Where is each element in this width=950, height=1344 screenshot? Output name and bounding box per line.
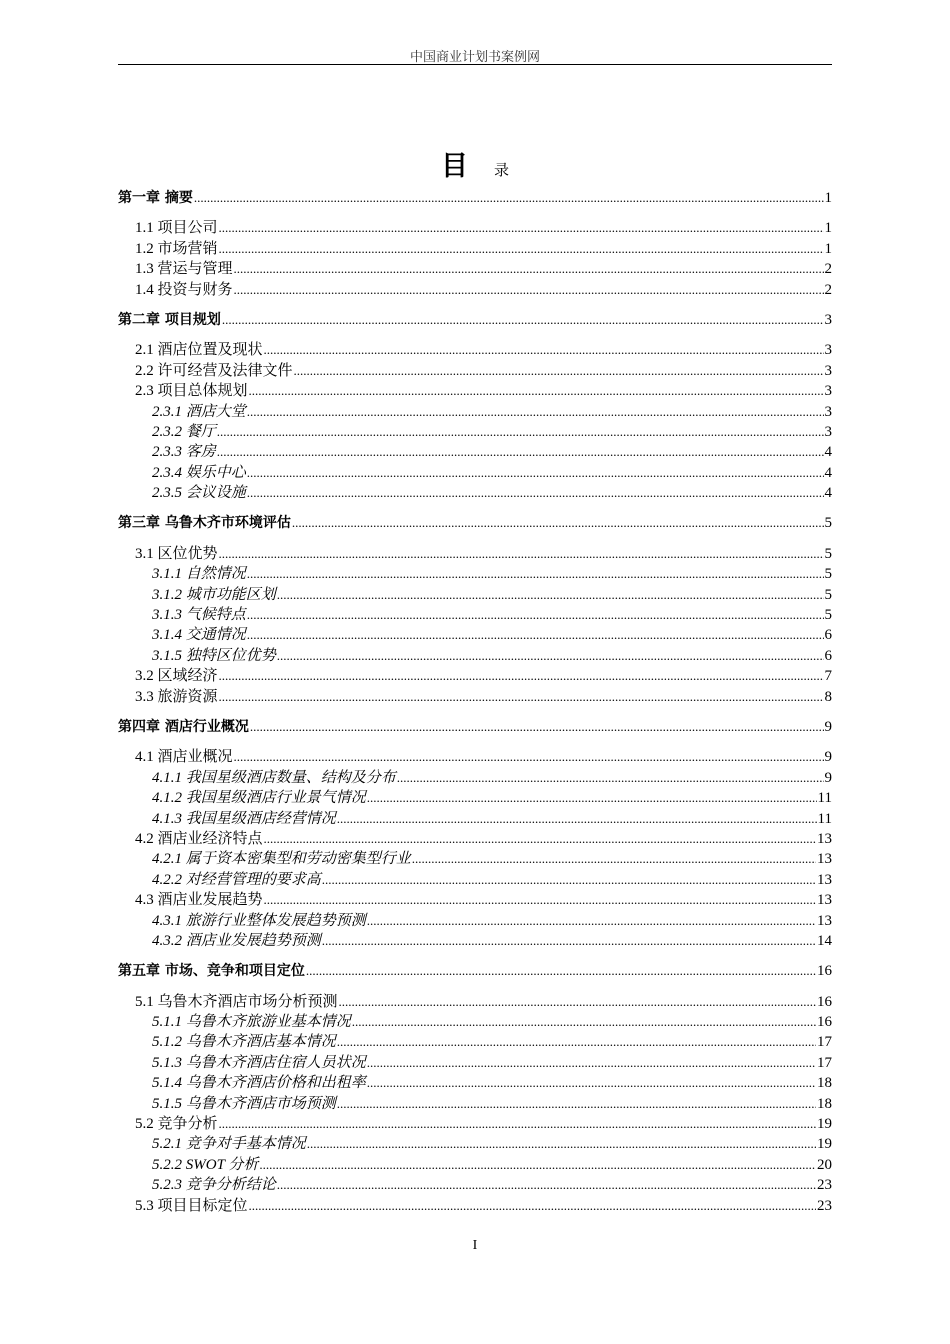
toc-entry-page: 14 — [817, 932, 832, 949]
toc-entry[interactable] — [118, 1094, 832, 1114]
header-rule — [118, 64, 832, 65]
toc-entry-page: 1 — [824, 220, 832, 237]
toc-entry-page: 23 — [817, 1177, 832, 1194]
toc-entry-label: 4.1.1 我国星级酒店数量、结构及分布 — [152, 769, 396, 786]
toc-entry[interactable] — [118, 829, 832, 849]
toc-entry[interactable] — [118, 259, 832, 279]
toc-chapter-entry[interactable] — [118, 961, 832, 981]
dot-leader — [264, 829, 816, 849]
dot-leader — [294, 361, 824, 381]
toc-entry-label: 4.2.2 对经营管理的要求高 — [152, 871, 321, 888]
toc-entry-page: 13 — [817, 830, 832, 847]
dot-leader — [217, 442, 824, 462]
toc-entry-page: 2 — [824, 281, 832, 298]
table-of-contents — [118, 188, 832, 1216]
dot-leader — [219, 239, 824, 259]
dot-leader — [367, 788, 817, 808]
toc-entry-label: 5.1.3 乌鲁木齐酒店住宿人员状况 — [152, 1054, 366, 1071]
dot-leader — [292, 513, 824, 533]
toc-entry-label: 2.3.4 娱乐中心 — [152, 464, 246, 481]
toc-entry-page: 17 — [817, 1054, 832, 1071]
dot-leader — [259, 1155, 816, 1175]
toc-entry[interactable] — [118, 1073, 832, 1093]
toc-chapter-entry[interactable] — [118, 310, 832, 330]
toc-entry[interactable] — [118, 625, 832, 645]
toc-entry-label: 5.2.3 竞争分析结论 — [152, 1177, 276, 1194]
toc-entry-label: 3.1.5 独特区位优势 — [152, 647, 276, 664]
dot-leader — [217, 422, 824, 442]
toc-entry-page: 16 — [817, 963, 832, 980]
toc-entry-page: 3 — [824, 423, 832, 440]
toc-entry[interactable] — [118, 1053, 832, 1073]
toc-entry[interactable] — [118, 422, 832, 442]
toc-entry[interactable] — [118, 463, 832, 483]
toc-entry-page: 3 — [824, 362, 832, 379]
dot-leader — [194, 188, 824, 208]
toc-entry-label: 4.2.1 属于资本密集型和劳动密集型行业 — [152, 851, 411, 868]
dot-leader — [219, 687, 824, 707]
toc-entry-page: 7 — [824, 668, 832, 685]
toc-entry-label: 4.1 酒店业概况 — [135, 749, 233, 766]
toc-entry-page: 9 — [824, 718, 832, 735]
dot-leader — [277, 585, 824, 605]
toc-entry[interactable] — [118, 585, 832, 605]
toc-entry-label: 4.3 酒店业发展趋势 — [135, 892, 263, 909]
toc-entry[interactable] — [118, 911, 832, 931]
toc-entry-label: 5.1.1 乌鲁木齐旅游业基本情况 — [152, 1014, 351, 1031]
dot-leader — [247, 625, 824, 645]
dot-leader — [219, 666, 824, 686]
toc-entry-label: 5.1.2 乌鲁木齐酒店基本情况 — [152, 1034, 336, 1051]
toc-entry-label: 5.1.5 乌鲁木齐酒店市场预测 — [152, 1095, 336, 1112]
toc-entry-page: 13 — [817, 871, 832, 888]
toc-entry-page: 5 — [824, 566, 832, 583]
toc-entry-page: 1 — [824, 190, 832, 206]
toc-entry-label: 5.2.2 SWOT 分析 — [152, 1156, 259, 1173]
toc-entry-page: 18 — [817, 1095, 832, 1112]
toc-entry[interactable] — [118, 218, 832, 238]
toc-entry[interactable] — [118, 1175, 832, 1195]
toc-entry-label: 2.3.1 酒店大堂 — [152, 403, 246, 420]
page-header: 中国商业计划书案例网 — [409, 49, 540, 64]
toc-entry[interactable] — [118, 442, 832, 462]
toc-entry[interactable] — [118, 931, 832, 951]
toc-entry[interactable] — [118, 788, 832, 808]
dot-leader — [219, 544, 824, 564]
dot-leader — [247, 402, 824, 422]
toc-entry-label: 5.2.1 竞争对手基本情况 — [152, 1136, 306, 1153]
toc-entry-page: 9 — [824, 769, 832, 786]
toc-entry[interactable] — [118, 1134, 832, 1154]
toc-entry-page: 5 — [824, 515, 832, 532]
toc-entry[interactable] — [118, 1114, 832, 1134]
toc-entry[interactable] — [118, 768, 832, 788]
dot-leader — [306, 961, 816, 981]
toc-entry-page: 2 — [824, 261, 832, 278]
toc-entry-label: 3.1.1 自然情况 — [152, 566, 246, 583]
toc-entry-page: 13 — [817, 912, 832, 929]
toc-entry-label: 2.3.3 客房 — [152, 444, 216, 461]
toc-entry-label: 3.1.4 交通情况 — [152, 627, 246, 644]
toc-entry-page: 18 — [817, 1075, 832, 1092]
toc-entry[interactable] — [118, 646, 832, 666]
toc-entry[interactable] — [118, 402, 832, 422]
page-number-footer: I — [472, 1238, 478, 1253]
toc-entry-page: 23 — [817, 1197, 832, 1214]
toc-chapter-entry[interactable] — [118, 513, 832, 533]
toc-title-main: 目 — [440, 151, 468, 182]
dot-leader — [337, 1094, 816, 1114]
dot-leader — [249, 1196, 816, 1216]
toc-entry[interactable] — [118, 483, 832, 503]
toc-entry-page: 11 — [817, 810, 832, 827]
toc-entry-page: 5 — [824, 586, 832, 603]
toc-entry[interactable] — [118, 239, 832, 259]
toc-entry-label: 第四章 酒店行业概况 — [118, 718, 249, 735]
dot-leader — [322, 931, 816, 951]
toc-entry-label: 4.1.2 我国星级酒店行业景气情况 — [152, 790, 366, 807]
toc-entry[interactable] — [118, 564, 832, 584]
dot-leader — [234, 280, 824, 300]
toc-entry-label: 4.2 酒店业经济特点 — [135, 830, 263, 847]
toc-entry-page: 3 — [824, 311, 832, 328]
toc-entry-label: 2.3 项目总体规划 — [135, 383, 248, 400]
toc-entry-label: 5.3 项目目标定位 — [135, 1197, 248, 1214]
toc-entry-label: 1.1 项目公司 — [135, 220, 218, 237]
dot-leader — [247, 483, 824, 503]
toc-entry-label: 5.2 竞争分析 — [135, 1116, 218, 1133]
toc-entry-label: 第二章 项目规划 — [118, 311, 221, 328]
toc-entry-page: 8 — [824, 688, 832, 705]
toc-entry[interactable] — [118, 1032, 832, 1052]
toc-entry[interactable] — [118, 1155, 832, 1175]
toc-entry-page: 13 — [817, 851, 832, 868]
toc-entry[interactable] — [118, 381, 832, 401]
toc-entry-page: 16 — [817, 993, 832, 1010]
toc-entry[interactable] — [118, 605, 832, 625]
toc-entry-label: 3.1.3 气候特点 — [152, 607, 246, 624]
toc-entry-page: 19 — [817, 1136, 832, 1153]
toc-chapter-entry[interactable] — [118, 717, 832, 737]
toc-entry-page: 4 — [824, 485, 832, 502]
toc-entry[interactable] — [118, 687, 832, 707]
toc-entry-label: 3.1 区位优势 — [135, 545, 218, 562]
dot-leader — [352, 1012, 816, 1032]
toc-entry-label: 1.3 营运与管理 — [135, 261, 233, 278]
dot-leader — [277, 646, 824, 666]
toc-entry-label: 1.2 市场营销 — [135, 240, 218, 257]
toc-entry-label: 2.3.2 餐厅 — [152, 423, 216, 440]
toc-entry-label: 5.1 乌鲁木齐酒店市场分析预测 — [135, 993, 338, 1010]
toc-entry-page: 11 — [817, 790, 832, 807]
dot-leader — [222, 310, 824, 330]
dot-leader — [337, 809, 817, 829]
dot-leader — [307, 1134, 816, 1154]
dot-leader — [367, 911, 816, 931]
toc-entry-page: 6 — [824, 647, 832, 664]
dot-leader — [367, 1073, 816, 1093]
toc-entry-label: 2.3.5 会议设施 — [152, 485, 246, 502]
toc-entry-page: 3 — [824, 383, 832, 400]
toc-entry[interactable] — [118, 1196, 832, 1216]
toc-entry-page: 13 — [817, 892, 832, 909]
dot-leader — [250, 717, 824, 737]
toc-entry[interactable] — [118, 747, 832, 767]
toc-entry-page: 6 — [824, 627, 832, 644]
toc-entry-label: 5.1.4 乌鲁木齐酒店价格和出租率 — [152, 1075, 366, 1092]
toc-entry-label: 第三章 乌鲁木齐市环境评估 — [118, 515, 291, 532]
dot-leader — [247, 564, 824, 584]
toc-chapter-entry[interactable] — [118, 188, 832, 208]
toc-entry[interactable] — [118, 992, 832, 1012]
toc-entry-label: 2.1 酒店位置及现状 — [135, 342, 263, 359]
toc-entry-page: 3 — [824, 342, 832, 359]
toc-entry-label: 4.1.3 我国星级酒店经营情况 — [152, 810, 336, 827]
dot-leader — [339, 992, 816, 1012]
toc-entry-page: 1 — [824, 240, 832, 257]
toc-entry-page: 3 — [824, 403, 832, 420]
toc-title-second: 录 — [493, 163, 509, 179]
dot-leader — [337, 1032, 816, 1052]
toc-entry-page: 16 — [817, 1014, 832, 1031]
toc-entry-page: 17 — [817, 1034, 832, 1051]
toc-entry-label: 2.2 许可经营及法律文件 — [135, 362, 293, 379]
dot-leader — [247, 463, 824, 483]
toc-entry-label: 4.3.2 酒店业发展趋势预测 — [152, 932, 321, 949]
toc-entry[interactable] — [118, 361, 832, 381]
toc-entry-page: 5 — [824, 607, 832, 624]
toc-entry[interactable] — [118, 340, 832, 360]
toc-entry[interactable] — [118, 809, 832, 829]
toc-title — [0, 144, 950, 183]
dot-leader — [322, 870, 816, 890]
dot-leader — [264, 890, 816, 910]
toc-entry-label: 3.2 区域经济 — [135, 668, 218, 685]
toc-entry-label: 3.1.2 城市功能区划 — [152, 586, 276, 603]
toc-entry[interactable] — [118, 280, 832, 300]
dot-leader — [219, 1114, 816, 1134]
dot-leader — [264, 340, 824, 360]
toc-entry-label: 3.3 旅游资源 — [135, 688, 218, 705]
dot-leader — [367, 1053, 816, 1073]
dot-leader — [219, 218, 824, 238]
toc-entry-label: 1.4 投资与财务 — [135, 281, 233, 298]
toc-entry[interactable] — [118, 890, 832, 910]
toc-entry-label: 4.3.1 旅游行业整体发展趋势预测 — [152, 912, 366, 929]
toc-entry[interactable] — [118, 544, 832, 564]
dot-leader — [412, 849, 816, 869]
dot-leader — [397, 768, 824, 788]
toc-entry-page: 5 — [824, 545, 832, 562]
toc-entry-label: 第五章 市场、竞争和项目定位 — [118, 963, 305, 980]
dot-leader — [249, 381, 824, 401]
toc-entry[interactable] — [118, 870, 832, 890]
toc-entry[interactable] — [118, 666, 832, 686]
dot-leader — [277, 1175, 816, 1195]
toc-entry-page: 4 — [824, 464, 832, 481]
toc-entry[interactable] — [118, 1012, 832, 1032]
toc-entry-page: 19 — [817, 1116, 832, 1133]
dot-leader — [247, 605, 824, 625]
toc-entry-page: 20 — [817, 1156, 832, 1173]
dot-leader — [234, 747, 824, 767]
dot-leader — [234, 259, 824, 279]
toc-entry-page: 9 — [824, 749, 832, 766]
toc-entry-label: 第一章 摘要 — [118, 190, 193, 206]
toc-entry-page: 4 — [824, 444, 832, 461]
toc-entry[interactable] — [118, 849, 832, 869]
